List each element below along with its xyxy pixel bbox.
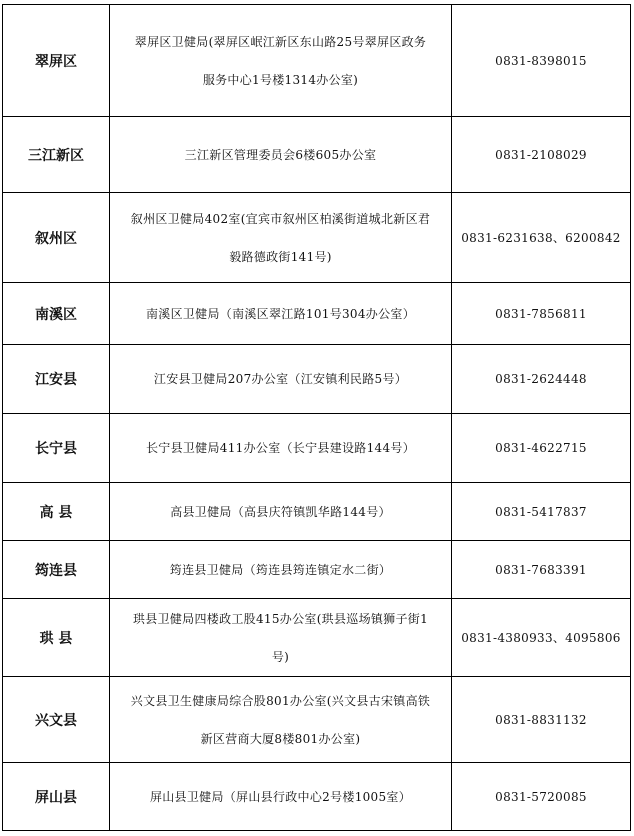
address-cell: [110, 283, 452, 345]
table-row: [3, 193, 631, 283]
address-text: 南溪区卫健局（南溪区翠江路101号304办公室）: [145, 306, 415, 321]
phone-cell: 0831-5417837: [452, 483, 631, 541]
address-cell: [110, 599, 452, 677]
table-row: [3, 414, 631, 483]
address-cell: [110, 193, 452, 283]
district-cell: 兴文县: [3, 677, 110, 763]
district-cell: 筠连县: [3, 541, 110, 599]
address-cell: [110, 763, 452, 831]
district-cell: 叙州区: [3, 193, 110, 283]
address-cell: [110, 117, 452, 193]
phone-cell: 0831-4380933、4095806: [452, 599, 631, 677]
district-cell: 高 县: [3, 483, 110, 541]
phone-cell: 0831-8398015: [452, 5, 631, 117]
district-cell: 屏山县: [3, 763, 110, 831]
phone-cell: 0831-7856811: [452, 283, 631, 345]
address-text: 长宁县卫健局411办公室（长宁县建设路144号）: [145, 441, 415, 455]
phone-cell: 0831-7683391: [452, 541, 631, 599]
address-text: 三江新区管理委员会6楼605办公室: [184, 147, 377, 162]
address-text: 高县卫健局（高县庆符镇凯华路144号）: [170, 504, 391, 519]
address-text: 叙州区卫健局402室(宜宾市叙州区柏溪街道城北新区君毅路德政街141号): [130, 211, 431, 264]
phone-cell: 0831-5720085: [452, 763, 631, 831]
contact-table: [2, 4, 631, 831]
address-cell: [110, 414, 452, 483]
phone-cell: 0831-2108029: [452, 117, 631, 193]
table-row: [3, 283, 631, 345]
address-text: 筠连县卫健局（筠连县筠连镇定水二街）: [169, 562, 392, 577]
table-row: [3, 763, 631, 831]
district-cell: 南溪区: [3, 283, 110, 345]
address-text: 屏山县卫健局（屏山县行政中心2号楼1005室）: [149, 789, 412, 804]
table-row: [3, 345, 631, 414]
table-row: [3, 483, 631, 541]
address-cell: [110, 483, 452, 541]
district-cell: 珙 县: [3, 599, 110, 677]
district-cell: 江安县: [3, 345, 110, 414]
district-cell: 三江新区: [3, 117, 110, 193]
table-row: [3, 541, 631, 599]
address-text: 翠屏区卫健局(翠屏区岷江新区东山路25号翠屏区政务服务中心1号楼1314办公室): [134, 34, 427, 87]
address-cell: [110, 541, 452, 599]
address-cell: [110, 345, 452, 414]
phone-cell: 0831-6231638、6200842: [452, 193, 631, 283]
district-cell: 翠屏区: [3, 5, 110, 117]
phone-cell: 0831-2624448: [452, 345, 631, 414]
phone-cell: 0831-4622715: [452, 414, 631, 483]
address-cell: [110, 5, 452, 117]
table-row: [3, 5, 631, 117]
district-cell: 长宁县: [3, 414, 110, 483]
table-row: [3, 599, 631, 677]
address-text: 珙县卫健局四楼政工股415办公室(珙县巡场镇狮子街1号): [132, 611, 429, 664]
table-row: [3, 677, 631, 763]
address-text: 兴文县卫生健康局综合股801办公室(兴文县古宋镇高铁新区营商大厦8楼801办公室): [130, 693, 431, 746]
table-row: [3, 117, 631, 193]
address-text: 江安县卫健局207办公室（江安镇利民路5号）: [153, 372, 408, 386]
phone-cell: 0831-8831132: [452, 677, 631, 763]
address-cell: [110, 677, 452, 763]
